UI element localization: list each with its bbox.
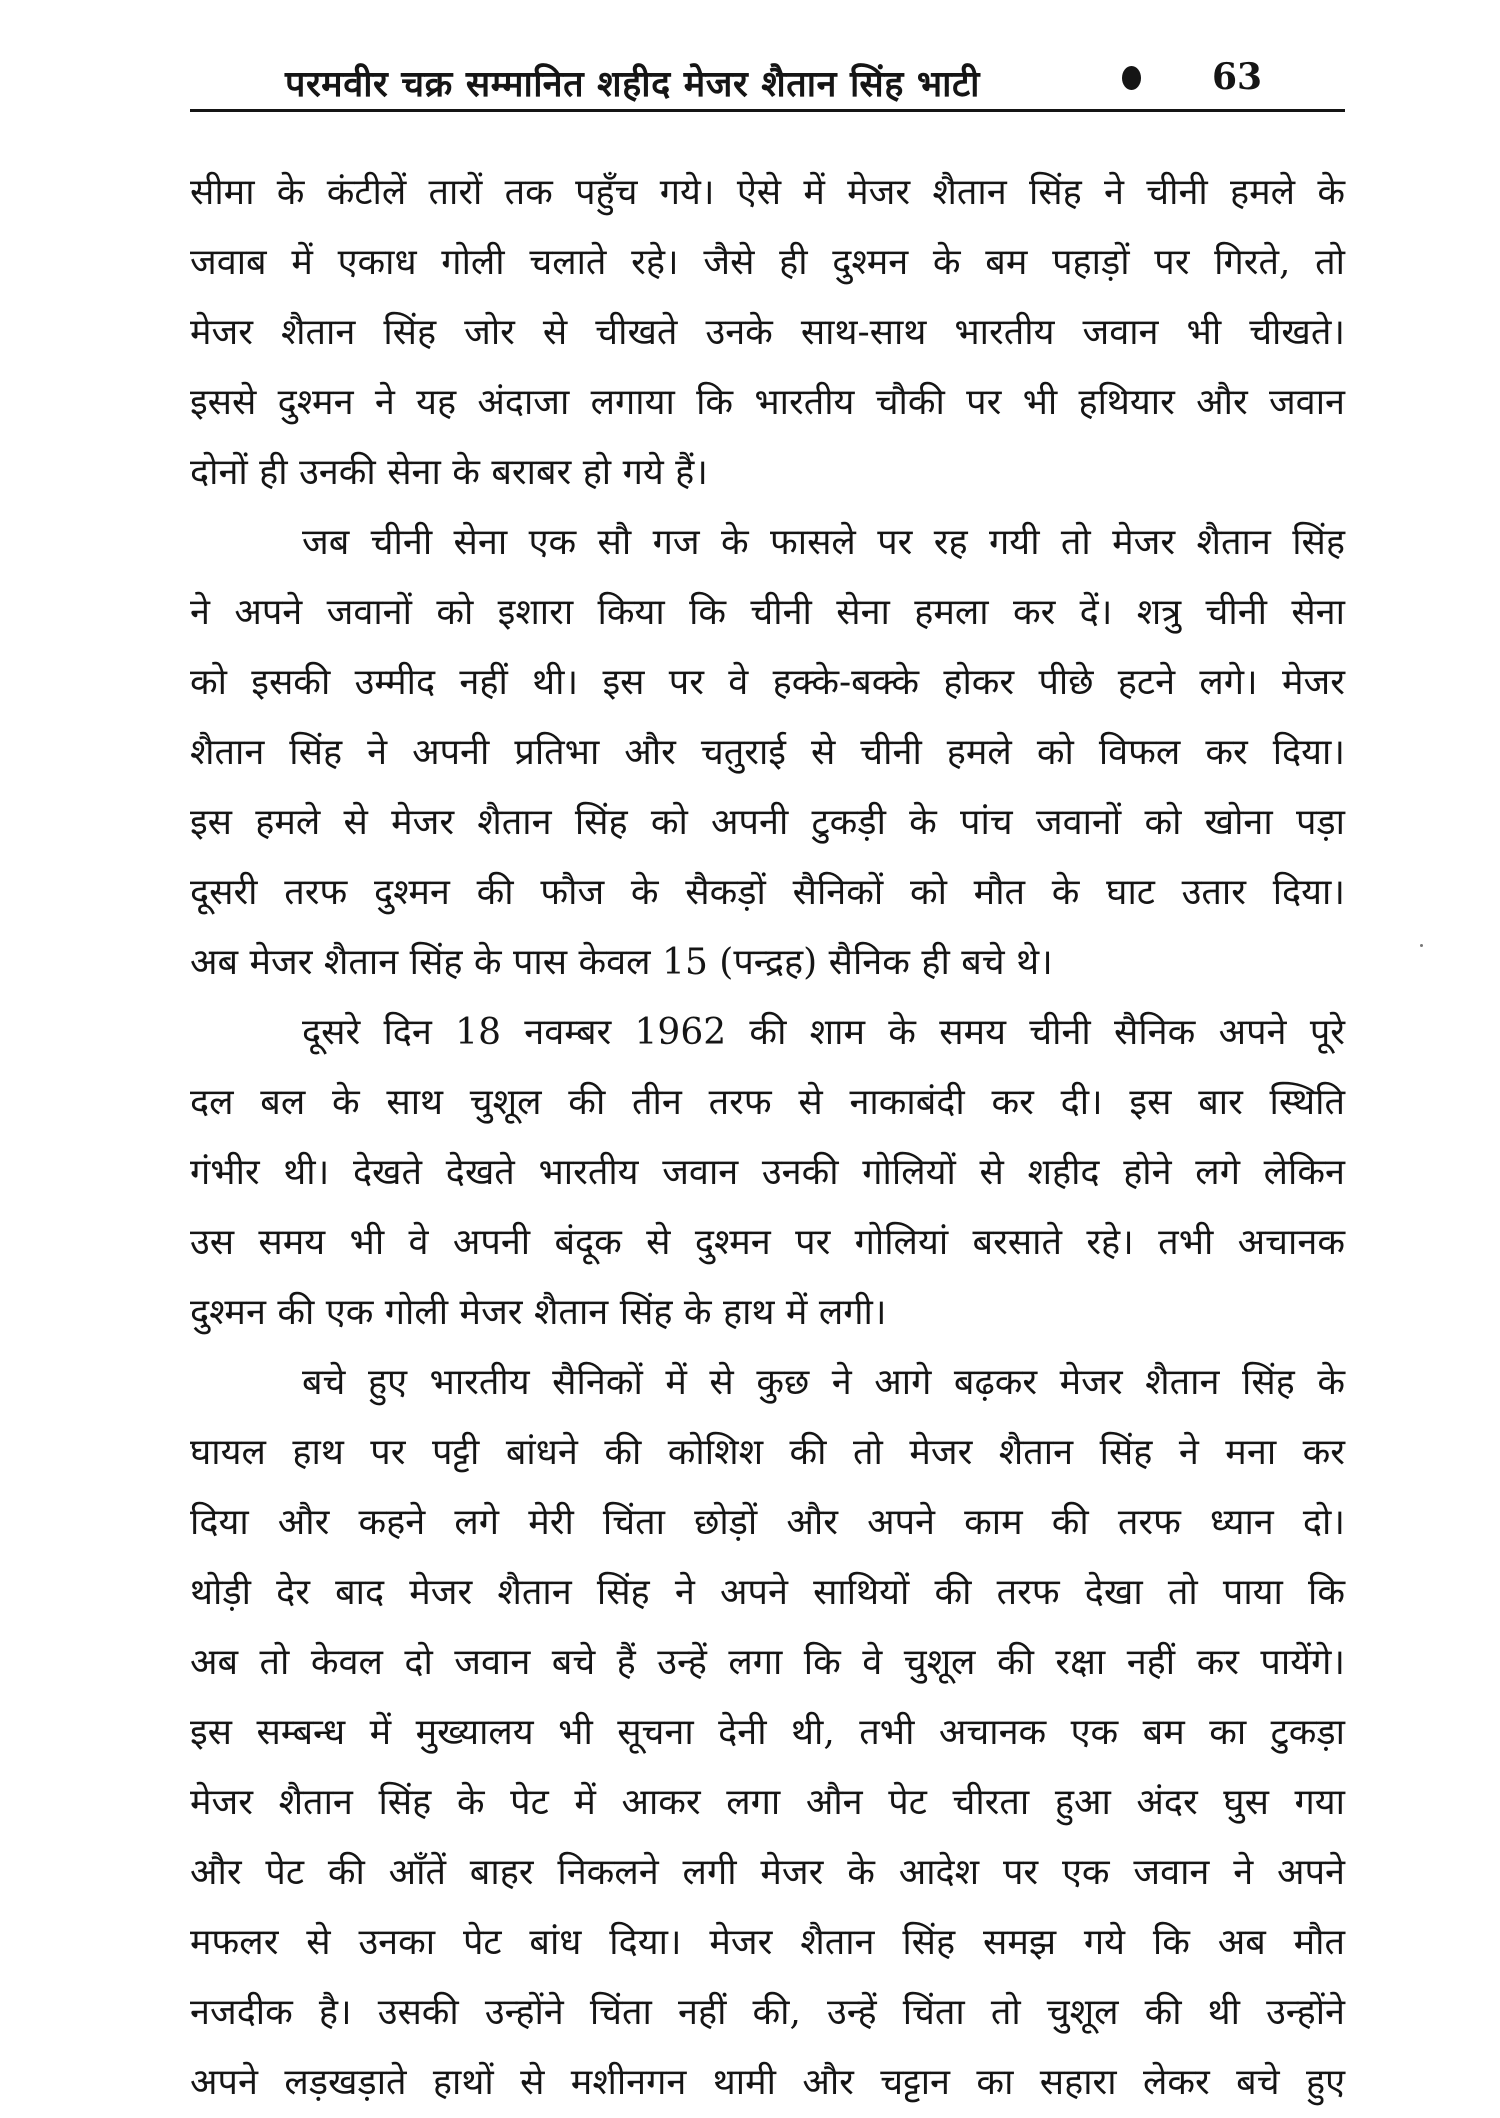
text-line: दल बल के साथ चुशूल की तीन तरफ से नाकाबंदी कर दी। इस बार स्थिति bbox=[190, 1082, 1345, 1123]
text-line: नजदीक है। उसकी उन्होंने चिंता नहीं की, उन्हें चिंता तो चुशूल की थी उन्होंने bbox=[190, 1992, 1345, 2033]
text-line: ने अपने जवानों को इशारा किया कि चीनी सेना हमला कर दें। शत्रु चीनी सेना bbox=[190, 592, 1345, 633]
text-line: दुश्मन की एक गोली मेजर शैतान सिंह के हाथ में लगी। bbox=[190, 1292, 887, 1333]
text-line: अब तो केवल दो जवान बचे हैं उन्हें लगा कि वे चुशूल की रक्षा नहीं कर पायेंगे। bbox=[190, 1642, 1345, 1683]
bullet-icon bbox=[1122, 66, 1141, 90]
text-line: दूसरे दिन 18 नवम्बर 1962 की शाम के समय चीनी सैनिक अपने पूरे bbox=[302, 1012, 1345, 1053]
header-title: परमवीर चक्र सम्मानित शहीद मेजर शैतान सिंह भाटी bbox=[285, 63, 980, 105]
text-line: घायल हाथ पर पट्टी बांधने की कोशिश की तो मेजर शैतान सिंह ने मना कर bbox=[190, 1432, 1345, 1473]
text-line: उस समय भी वे अपनी बंदूक से दुश्मन पर गोलियां बरसाते रहे। तभी अचानक bbox=[190, 1222, 1345, 1263]
text-line: शैतान सिंह ने अपनी प्रतिभा और चतुराई से चीनी हमले को विफल कर दिया। bbox=[190, 732, 1345, 773]
text-line: गंभीर थी। देखते देखते भारतीय जवान उनकी गोलियों से शहीद होने लगे लेकिन bbox=[190, 1152, 1345, 1193]
paragraph-1 bbox=[190, 158, 1345, 508]
text-line: दूसरी तरफ दुश्मन की फौज के सैकड़ों सैनिकों को मौत के घाट उतार दिया। bbox=[190, 872, 1345, 913]
text-line: जवाब में एकाध गोली चलाते रहे। जैसे ही दुश्मन के बम पहाड़ों पर गिरते, तो bbox=[190, 242, 1345, 283]
running-header bbox=[190, 52, 1345, 112]
text-line: इस सम्बन्ध में मुख्यालय भी सूचना देनी थी, तभी अचानक एक बम का टुकड़ा bbox=[190, 1712, 1345, 1753]
text-line: दिया और कहने लगे मेरी चिंता छोड़ों और अपने काम की तरफ ध्यान दो। bbox=[190, 1502, 1345, 1543]
text-line: बचे हुए भारतीय सैनिकों में से कुछ ने आगे बढ़कर मेजर शैतान सिंह के bbox=[302, 1362, 1345, 1403]
text-line: इस हमले से मेजर शैतान सिंह को अपनी टुकड़ी के पांच जवानों को खोना पड़ा bbox=[190, 802, 1345, 843]
text-line: को इसकी उम्मीद नहीं थी। इस पर वे हक्के-बक्के होकर पीछे हटने लगे। मेजर bbox=[190, 662, 1345, 703]
text-line: मफलर से उनका पेट बांध दिया। मेजर शैतान सिंह समझ गये कि अब मौत bbox=[190, 1922, 1345, 1963]
scan-speck bbox=[1420, 944, 1423, 947]
paragraph-2 bbox=[190, 508, 1345, 998]
text-line: अपने लड़खड़ाते हाथों से मशीनगन थामी और चट्टान का सहारा लेकर बचे हुए bbox=[190, 2062, 1345, 2103]
text-line: थोड़ी देर बाद मेजर शैतान सिंह ने अपने साथियों की तरफ देखा तो पाया कि bbox=[190, 1572, 1345, 1613]
text-line: मेजर शैतान सिंह जोर से चीखते उनके साथ-साथ भारतीय जवान भी चीखते। bbox=[190, 312, 1345, 353]
body-text bbox=[190, 158, 1345, 2118]
text-line: जब चीनी सेना एक सौ गज के फासले पर रह गयी तो मेजर शैतान सिंह bbox=[302, 522, 1345, 563]
text-line: और पेट की आँतें बाहर निकलने लगी मेजर के आदेश पर एक जवान ने अपने bbox=[190, 1852, 1345, 1893]
text-line: दोनों ही उनकी सेना के बराबर हो गये हैं। bbox=[190, 452, 708, 493]
paragraph-3 bbox=[190, 998, 1345, 1348]
text-line: सीमा के कंटीलें तारों तक पहुँच गये। ऐसे में मेजर शैतान सिंह ने चीनी हमले के bbox=[190, 172, 1345, 213]
paragraph-4 bbox=[190, 1348, 1345, 2118]
text-line: मेजर शैतान सिंह के पेट में आकर लगा औन पेट चीरता हुआ अंदर घुस गया bbox=[190, 1782, 1345, 1823]
text-line: अब मेजर शैतान सिंह के पास केवल 15 (पन्द्रह) सैनिक ही बचे थे। bbox=[190, 942, 1053, 983]
page-number: 63 bbox=[1212, 56, 1263, 98]
header-rule bbox=[190, 109, 1345, 112]
text-line: इससे दुश्मन ने यह अंदाजा लगाया कि भारतीय चौकी पर भी हथियार और जवान bbox=[190, 382, 1345, 423]
